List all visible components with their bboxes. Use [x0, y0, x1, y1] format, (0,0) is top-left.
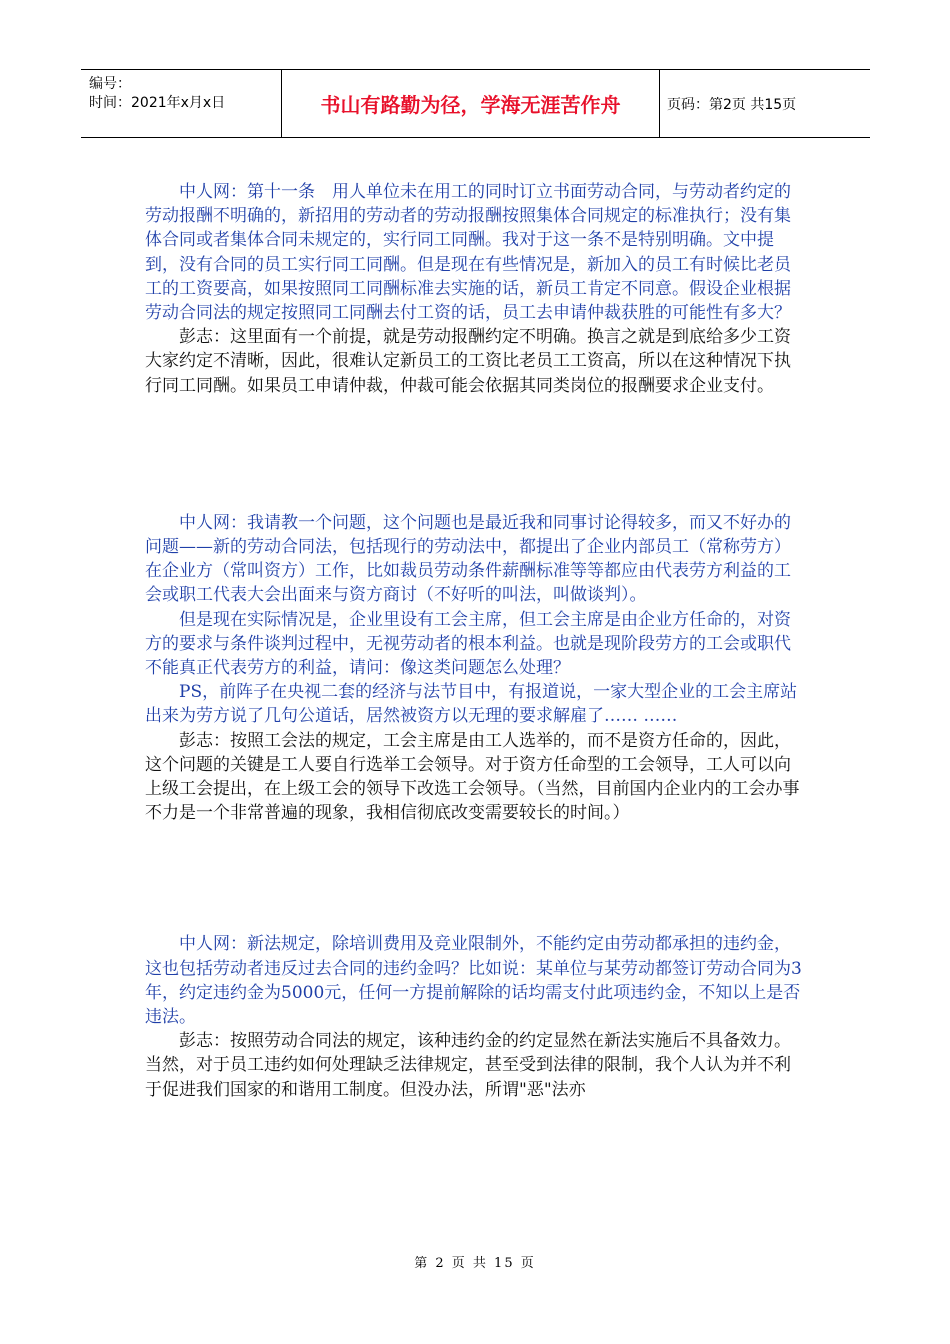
- document-date: 时间：2021年x月x日: [89, 95, 226, 111]
- header-motto: 书山有路勤为径，学海无涯苦作舟: [320, 93, 621, 117]
- section-2-question-cont: 但是现在实际情况是，企业里设有工会主席，但工会主席是由企业方任命的，对资方的要求与条件谈判过程中，无视劳动者的根本利益。也就是现阶段劳方的工会或职代不能真正代表劳方的利益，请问：像这类问题怎么处理？: [145, 609, 791, 679]
- header-page-info: 页码：第2页 共15页: [667, 96, 797, 113]
- section-3-question: 中人网：新法规定，除培训费用及竞业限制外，不能约定由劳动都承担的违约金，这也包括劳动者违反过去合同的违约金吗？比如说：某单位与某劳动都签订劳动合同为3年，约定违约金为5000元，任何一方提前解除的话均需支付此项违约金，不知以上是否违法。: [145, 934, 802, 1028]
- document-body: [145, 180, 807, 1102]
- section-1-answer: 彭志：这里面有一个前提，就是劳动报酬约定不明确。换言之就是到底给多少工资大家约定不清晰，因此，很难认定新员工的工资比老员工工资高，所以在这种情况下执行同工同酬。如果员工申请仲裁，仲裁可能会依据其同类岗位的报酬要求企业支付。: [145, 327, 791, 396]
- section-2-question-ps: PS，前阵子在央视二套的经济与法节目中，有报道说，一家大型企业的工会主席站出来为劳方说了几句公道话，居然被资方以无理的要求解雇了…… ……: [145, 682, 798, 727]
- section-3-answer: 彭志：按照劳动合同法的规定，该种违约金的约定显然在新法实施后不具备效力。当然，对于员工违约如何处理缺乏法律规定，甚至受到法律的限制，我个人认为并不利于促进我们国家的和谐用工制度。但没办法，所谓"恶"法亦: [145, 1031, 791, 1100]
- page-header: [81, 69, 870, 138]
- header-meta: [81, 70, 281, 137]
- section-1-question: 中人网：第十一条 用人单位未在用工的同时订立书面劳动合同，与劳动者约定的劳动报酬不明确的，新招用的劳动者的劳动报酬按照集体合同规定的标准执行；没有集体合同或者集体合同未规定的，实行同工同酬。我对于这一条不是特别明确。文中提到，没有合同的员工实行同工同酬。但是现在有些情况是，新加入的员工有时候比老员工的工资要高，如果按照同工同酬标准去实施的话，新员工肯定不同意。假设企业根据劳动合同法的规定按照同工同酬去付工资的话，员工去申请仲裁获胜的可能性有多大？: [145, 182, 791, 324]
- section-spacer: [145, 825, 807, 932]
- header-divider: [659, 70, 660, 137]
- section-2-answer: 彭志：按照工会法的规定，工会主席是由工人选举的，而不是资方任命的，因此，这个问题的关键是工人要自行选举工会领导。对于资方任命型的工会领导，工人可以向上级工会提出，在上级工会的领导下改选工会领导。（当然，目前国内企业内的工会办事不力是一个非常普遍的现象，我相信彻底改变需要较长的时间。）: [145, 730, 800, 824]
- section-2-question: 中人网：我请教一个问题，这个问题也是最近我和同事讨论得较多，而又不好办的问题——新的劳动合同法，包括现行的劳动法中，都提出了企业内部员工（常称劳方）在企业方（常叫资方）工作，比如裁员劳动条件薪酬标准等等都应由代表劳方利益的工会或职工代表大会出面来与资方商讨（不好听的叫法，叫做谈判）。: [145, 512, 791, 606]
- section-spacer: [145, 398, 807, 511]
- page-footer: 第 2 页 共 15 页: [414, 1256, 536, 1271]
- document-number-label: 编号：: [89, 76, 131, 92]
